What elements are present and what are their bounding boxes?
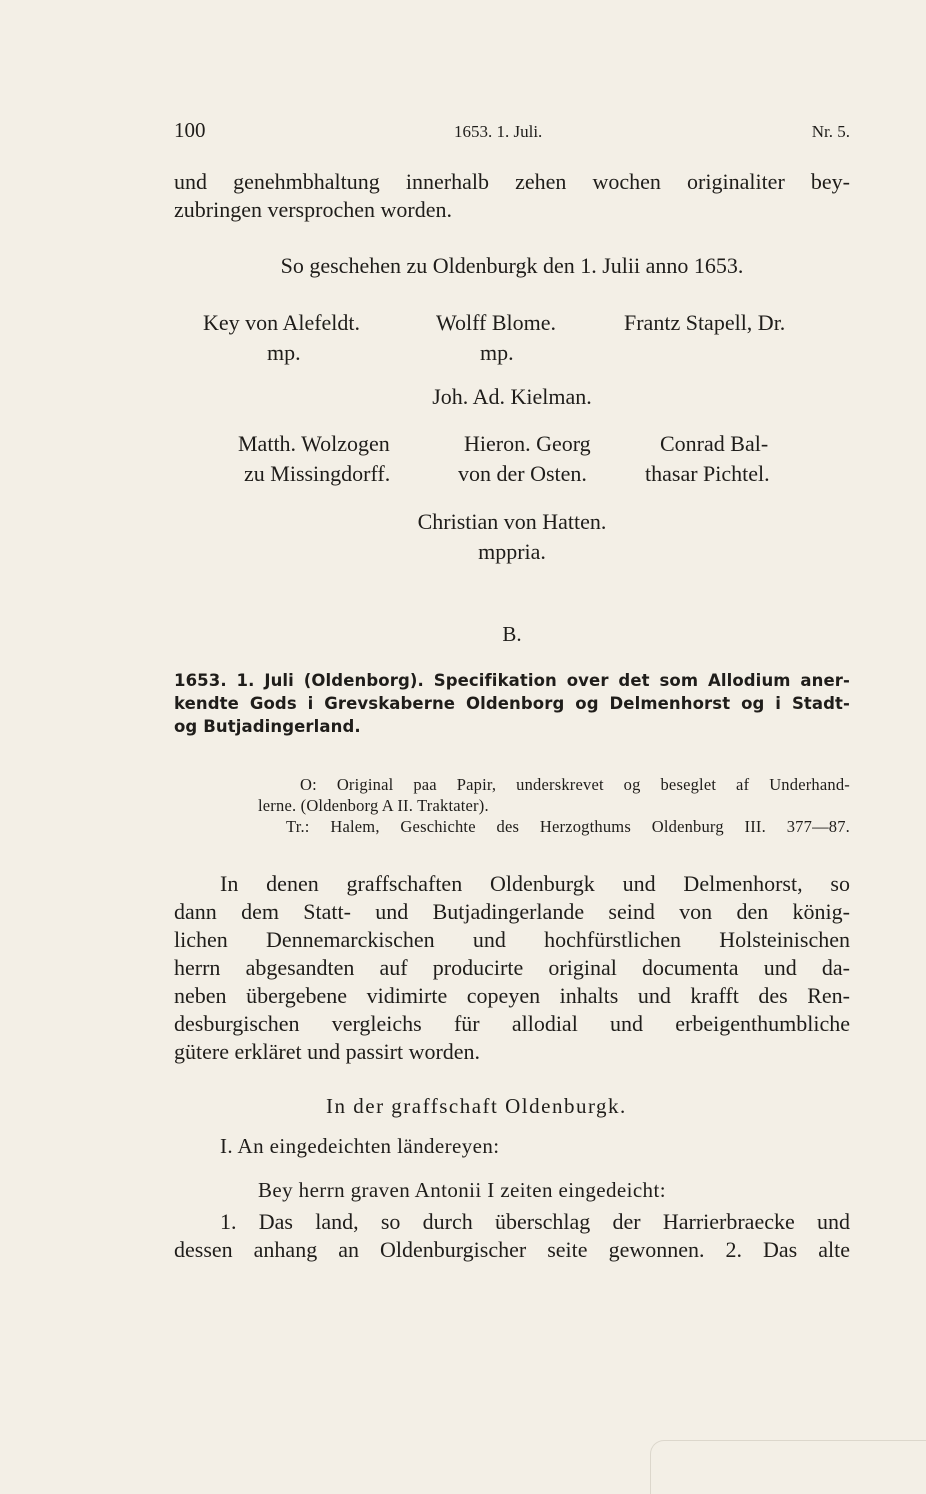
- signatory-mark: mppria.: [478, 539, 546, 564]
- signatory-name: Key von Alefeldt.: [203, 310, 361, 335]
- signature-blome: [436, 308, 556, 368]
- closing-date: So geschehen zu Oldenburgk den 1. Julii anno 1653.: [280, 253, 744, 278]
- signature-stapell: [624, 308, 785, 338]
- signatory-line: thasar Pichtel.: [645, 461, 770, 486]
- signature-wolzogen: [238, 429, 390, 489]
- final-paragraph: [174, 1208, 850, 1264]
- signatory-line: Hieron. Georg: [464, 431, 591, 456]
- text-line: lichen Dennemarckischen und hochfürstlichen Holsteinischen: [174, 927, 850, 952]
- heading-line: kendte Gods i Grevskaberne Oldenborg og Delmenhorst og i Stadt-: [174, 694, 850, 713]
- signature-pichtel: [645, 429, 770, 489]
- signatory-line: Matth. Wolzogen: [238, 431, 390, 456]
- signatory-mark: mp.: [480, 340, 514, 365]
- list-subheading: Bey herrn graven Antonii I zeiten eingedeicht:: [258, 1178, 666, 1202]
- heading-line: 1653. 1. Juli (Oldenborg). Specifikation over det som Allodium aner-: [174, 671, 850, 690]
- source-original: O: Original paa Papir, underskrevet og beseglet af Underhand-: [300, 775, 850, 794]
- page-number: 100: [174, 118, 206, 142]
- text-line: dessen anhang an Oldenburgischer seite gewonnen. 2. Das alte: [174, 1237, 850, 1262]
- text-line: 1. Das land, so durch überschlag der Harrierbraecke und: [220, 1209, 850, 1234]
- opening-paragraph: [174, 168, 850, 224]
- text-line: herrn abgesandten auf producirte original documenta und da-: [174, 955, 850, 980]
- text-line: gütere erkläret und passirt worden.: [174, 1039, 481, 1064]
- text-line: neben übergebene vidimirte copeyen inhalts und krafft des Ren-: [174, 983, 850, 1008]
- section-label: B.: [502, 622, 522, 646]
- source-original-cont: lerne. (Oldenborg A II. Traktater).: [258, 796, 489, 815]
- signature-osten: [458, 429, 591, 489]
- subheading: In der graffschaft Oldenburgk.: [326, 1094, 627, 1118]
- signatory-line: von der Osten.: [458, 461, 587, 486]
- signature-alefeldt: [203, 308, 360, 368]
- text-line: dann dem Statt- und Butjadingerlande seind von den könig-: [174, 899, 850, 924]
- signature-hatten: [174, 507, 850, 567]
- header-date: 1653. 1. Juli.: [454, 122, 543, 141]
- running-header: [174, 118, 850, 146]
- signatory-mark: mp.: [267, 340, 301, 365]
- document-heading: [174, 669, 850, 738]
- heading-line: og Butjadingerland.: [174, 717, 361, 736]
- signatory-name: Christian von Hatten.: [417, 509, 607, 534]
- signature-kielman: Joh. Ad. Kielman.: [432, 384, 592, 409]
- page-edge-shadow: [650, 1440, 926, 1494]
- signatory-line: Conrad Bal-: [660, 431, 769, 456]
- signatory-name: Wolff Blome.: [436, 310, 557, 335]
- source-transcript: Tr.: Halem, Geschichte des Herzogthums Oldenburg III. 377—87.: [286, 817, 850, 836]
- source-notes: [174, 774, 850, 837]
- body-paragraph: [174, 870, 850, 1066]
- signatory-name: Frantz Stapell, Dr.: [624, 310, 786, 335]
- document-number: Nr. 5.: [811, 122, 850, 141]
- text-line: und genehmbhaltung innerhalb zehen wochen originaliter bey-: [174, 169, 850, 194]
- text-line: In denen graffschaften Oldenburgk und Delmenhorst, so: [220, 871, 850, 896]
- signatory-line: zu Missingdorff.: [244, 461, 391, 486]
- list-item-heading: I. An eingedeichten ländereyen:: [220, 1134, 500, 1158]
- text-line: zubringen versprochen worden.: [174, 197, 452, 222]
- text-line: desburgischen vergleichs für allodial und erbeigenthumbliche: [174, 1011, 850, 1036]
